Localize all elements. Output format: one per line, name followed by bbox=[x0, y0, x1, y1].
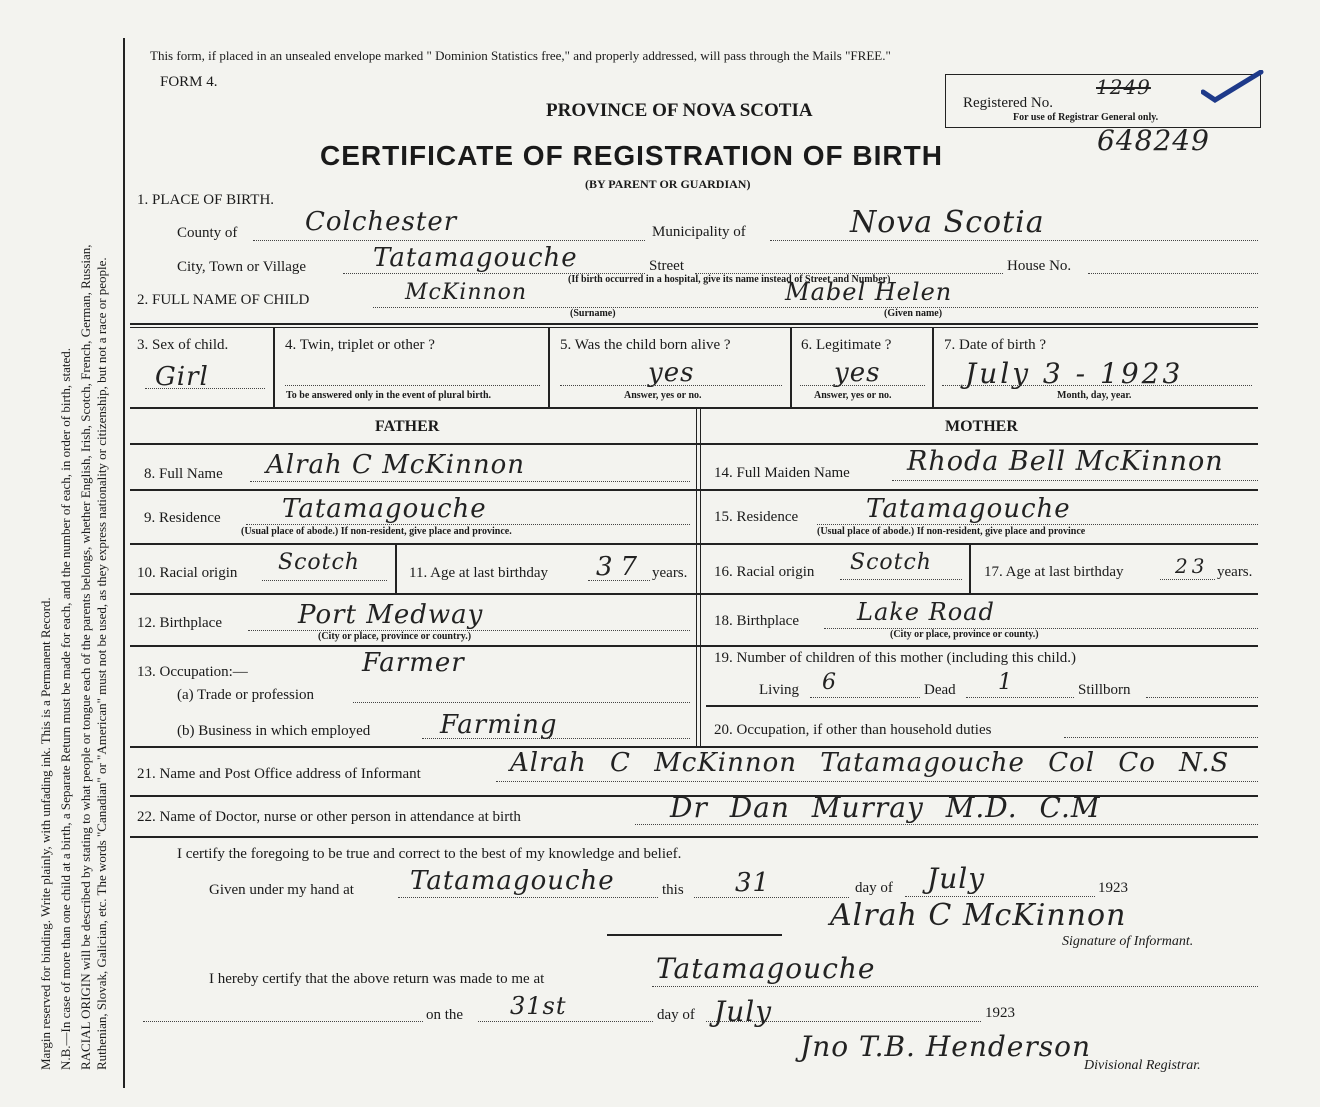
binding-line bbox=[123, 38, 125, 1088]
mother-age-years: years. bbox=[1217, 564, 1253, 580]
mother-race-label: 16. Racial origin bbox=[714, 564, 815, 580]
doctor-label: 22. Name of Doctor, nurse or other person in attendance at birth bbox=[137, 809, 521, 825]
father-birthplace-label: 12. Birthplace bbox=[137, 615, 222, 631]
registrar-signature: Jno T.B. Henderson bbox=[800, 1030, 1092, 1063]
mother-heading: MOTHER bbox=[945, 418, 1018, 435]
certify-day: 31 bbox=[735, 868, 771, 898]
father-race-label: 10. Racial origin bbox=[137, 565, 238, 581]
living-label: Living bbox=[759, 682, 799, 698]
registered-number: 648249 bbox=[1097, 124, 1210, 157]
mother-birthplace-note: (City or place, province or county.) bbox=[890, 629, 1039, 640]
father-age: 37 bbox=[596, 552, 646, 582]
father-occupation-label: 13. Occupation:— bbox=[137, 664, 248, 680]
margin-line-1: Margin reserved for binding. Write plainly, with unfading ink. This is a Permanent Record. bbox=[38, 597, 53, 1070]
registrar-label: Divisional Registrar. bbox=[1084, 1058, 1201, 1073]
registered-label: Registered No. bbox=[963, 95, 1053, 111]
form-number: FORM 4. bbox=[160, 74, 218, 90]
child-surname: McKinnon bbox=[405, 280, 528, 305]
informant-label: 21. Name and Post Office address of Informant bbox=[137, 766, 421, 782]
twin-label: 4. Twin, triplet or other ? bbox=[285, 337, 435, 353]
registered-struck: 1249 bbox=[1096, 75, 1151, 99]
mother-occupation-label: 20. Occupation, if other than household duties bbox=[714, 722, 992, 738]
province-heading: PROVINCE OF NOVA SCOTIA bbox=[546, 100, 813, 121]
this-label: this bbox=[662, 882, 684, 898]
place-of-birth-label: 1. PLACE OF BIRTH. bbox=[137, 192, 275, 208]
city-value: Tatamagouche bbox=[373, 243, 578, 273]
check-mark-icon bbox=[1201, 70, 1271, 110]
mother-residence: Tatamagouche bbox=[866, 494, 1071, 524]
alive-note: Answer, yes or no. bbox=[624, 390, 702, 401]
legitimate-note: Answer, yes or no. bbox=[814, 390, 892, 401]
on-the-label: on the bbox=[426, 1007, 464, 1023]
surname-label: (Surname) bbox=[570, 308, 616, 319]
given-name-label: (Given name) bbox=[884, 308, 943, 319]
mother-residence-note: (Usual place of abode.) If non-resident, give place and province bbox=[817, 526, 1086, 537]
mail-note: This form, if placed in an unsealed envelope marked " Dominion Statistics free," and properly addressed, will pass through the Mails "FREE." bbox=[150, 48, 891, 63]
business-label: (b) Business in which employed bbox=[177, 723, 371, 739]
father-age-label: 11. Age at last birthday bbox=[409, 565, 548, 581]
mother-age: 23 bbox=[1175, 554, 1209, 578]
margin-line-2: N.B.—In case of more than one child at a birth, a Separate Return must be made for each, and the number of each, in order of birth, stated. bbox=[58, 348, 73, 1070]
margin-line-4: Ruthenian, Slovak, Galician, etc. The words "Canadian" or "American" must not be used, as they express nationality or citizenship, but not a race or people. bbox=[94, 257, 109, 1070]
registered-box bbox=[945, 74, 1261, 128]
county-value: Colchester bbox=[305, 207, 458, 237]
given-at-label: Given under my hand at bbox=[209, 882, 354, 898]
registrar-day: 31st bbox=[510, 992, 567, 1020]
father-residence-label: 9. Residence bbox=[144, 510, 221, 526]
mother-birthplace-label: 18. Birthplace bbox=[714, 613, 799, 629]
dob-note: Month, day, year. bbox=[1057, 390, 1132, 401]
dead-label: Dead bbox=[924, 682, 956, 698]
father-business: Farming bbox=[440, 710, 558, 740]
father-name: Alrah C McKinnon bbox=[266, 450, 526, 480]
registrar-use-note: For use of Registrar General only. bbox=[1013, 112, 1159, 123]
dob-label: 7. Date of birth ? bbox=[944, 337, 1047, 353]
registrar-month: July bbox=[714, 995, 773, 1028]
doctor-value: Dr Dan Murray M.D. C.M bbox=[670, 791, 1101, 824]
legitimate-value: yes bbox=[834, 358, 881, 388]
certify-year: 1923 bbox=[1098, 880, 1128, 896]
signature-label: Signature of Informant. bbox=[1062, 934, 1194, 949]
father-residence: Tatamagouche bbox=[282, 494, 487, 524]
dob-value: July 3 - 1923 bbox=[965, 357, 1184, 390]
mother-name-label: 14. Full Maiden Name bbox=[714, 465, 850, 481]
registrar-place: Tatamagouche bbox=[656, 952, 876, 985]
living-count: 6 bbox=[822, 670, 837, 695]
father-name-label: 8. Full Name bbox=[144, 466, 223, 482]
dead-count: 1 bbox=[998, 670, 1013, 695]
informant-signature: Alrah C McKinnon bbox=[830, 898, 1127, 933]
father-birthplace: Port Medway bbox=[298, 600, 484, 630]
certify-month: July bbox=[927, 862, 986, 895]
father-birthplace-note: (City or place, province or country.) bbox=[318, 631, 472, 642]
children-count-label: 19. Number of children of this mother (including this child.) bbox=[714, 650, 1077, 666]
father-heading: FATHER bbox=[375, 418, 440, 435]
father-race: Scotch bbox=[278, 550, 360, 575]
certificate-title: CERTIFICATE OF REGISTRATION OF BIRTH bbox=[320, 140, 943, 171]
child-name-label: 2. FULL NAME OF CHILD bbox=[137, 292, 310, 308]
alive-label: 5. Was the child born alive ? bbox=[560, 337, 731, 353]
legitimate-label: 6. Legitimate ? bbox=[801, 337, 892, 353]
hospital-note: (If birth occurred in a hospital, give its name instead of Street and Number) bbox=[568, 274, 891, 285]
day-of-label: day of bbox=[855, 880, 893, 896]
father-age-years: years. bbox=[652, 565, 688, 581]
registrar-year: 1923 bbox=[985, 1005, 1015, 1021]
twin-note: To be answered only in the event of plural birth. bbox=[286, 390, 492, 401]
house-no-label: House No. bbox=[1007, 258, 1072, 274]
county-label: County of bbox=[177, 225, 238, 241]
father-residence-note: (Usual place of abode.) If non-resident, give place and province. bbox=[241, 526, 512, 537]
municipality-label: Municipality of bbox=[652, 224, 746, 240]
margin-instructions bbox=[38, 30, 110, 1070]
municipality-value: Nova Scotia bbox=[850, 205, 1045, 240]
mother-name: Rhoda Bell McKinnon bbox=[907, 446, 1224, 477]
street-label: Street bbox=[649, 258, 684, 274]
sex-label: 3. Sex of child. bbox=[137, 337, 229, 353]
child-given-name: Mabel Helen bbox=[785, 278, 953, 306]
registrar-day-of-label: day of bbox=[657, 1007, 695, 1023]
father-occupation: Farmer bbox=[362, 648, 465, 678]
sex-value: Girl bbox=[155, 362, 209, 392]
mother-race: Scotch bbox=[850, 550, 932, 575]
mother-age-label: 17. Age at last birthday bbox=[984, 564, 1124, 580]
given-place: Tatamagouche bbox=[410, 866, 615, 896]
certify-statement: I certify the foregoing to be true and correct to the best of my knowledge and belief. bbox=[177, 846, 682, 862]
mother-birthplace: Lake Road bbox=[857, 598, 995, 626]
registrar-statement: I hereby certify that the above return was made to me at bbox=[209, 971, 545, 987]
stillborn-label: Stillborn bbox=[1078, 682, 1131, 698]
margin-line-3: RACIAL ORIGIN will be described by stating to what people or tongue each of the parents belongs, whether English, Irish, Scotch, French, German, Russian, bbox=[78, 244, 93, 1070]
alive-value: yes bbox=[648, 358, 695, 388]
mother-residence-label: 15. Residence bbox=[714, 509, 799, 525]
trade-label: (a) Trade or profession bbox=[177, 687, 315, 703]
city-label: City, Town or Village bbox=[177, 259, 307, 275]
informant-value: Alrah C McKinnon Tatamagouche Col Co N.S bbox=[510, 748, 1230, 778]
certificate-subtitle: (BY PARENT OR GUARDIAN) bbox=[585, 177, 751, 191]
